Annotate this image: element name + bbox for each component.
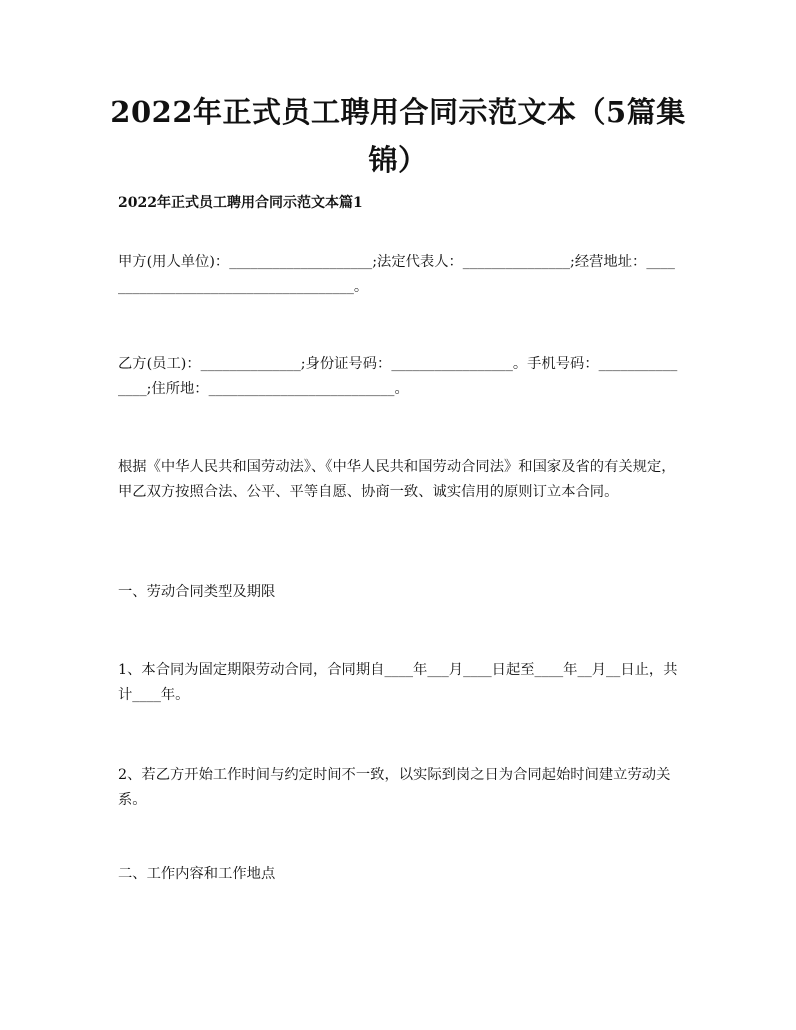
document-title: 2022年正式员工聘用合同示范文本（5篇集锦） (110, 95, 686, 177)
clause-heading-work-content: 二、工作内容和工作地点 (118, 866, 276, 882)
section-heading: 2022年正式员工聘用合同示范文本篇1 (118, 195, 363, 211)
clause-heading-contract-type: 一、劳动合同类型及期限 (118, 584, 276, 600)
party-b-paragraph: 乙方(员工)：______________;身份证号码：_________________。手机号码：_______________;住所地：__________________________。 (118, 356, 678, 397)
clause-2-paragraph: 2、若乙方开始工作时间与约定时间不一致，以实际到岗之日为合同起始时间建立劳动关系。 (118, 767, 671, 808)
clause-1-paragraph: 1、本合同为固定期限劳动合同，合同期自____年___月____日起至____年__月__日止，共计____年。 (118, 662, 678, 703)
party-a-paragraph: 甲方(用人单位)：____________________;法定代表人：_______________;经营地址：_____________________________________。 (118, 254, 675, 295)
legal-basis-paragraph: 根据《中华人民共和国劳动法》、《中华人民共和国劳动合同法》和国家及省的有关规定，甲乙双方按照合法、公平、平等自愿、协商一致、诚实信用的原则订立本合同。 (118, 459, 676, 500)
